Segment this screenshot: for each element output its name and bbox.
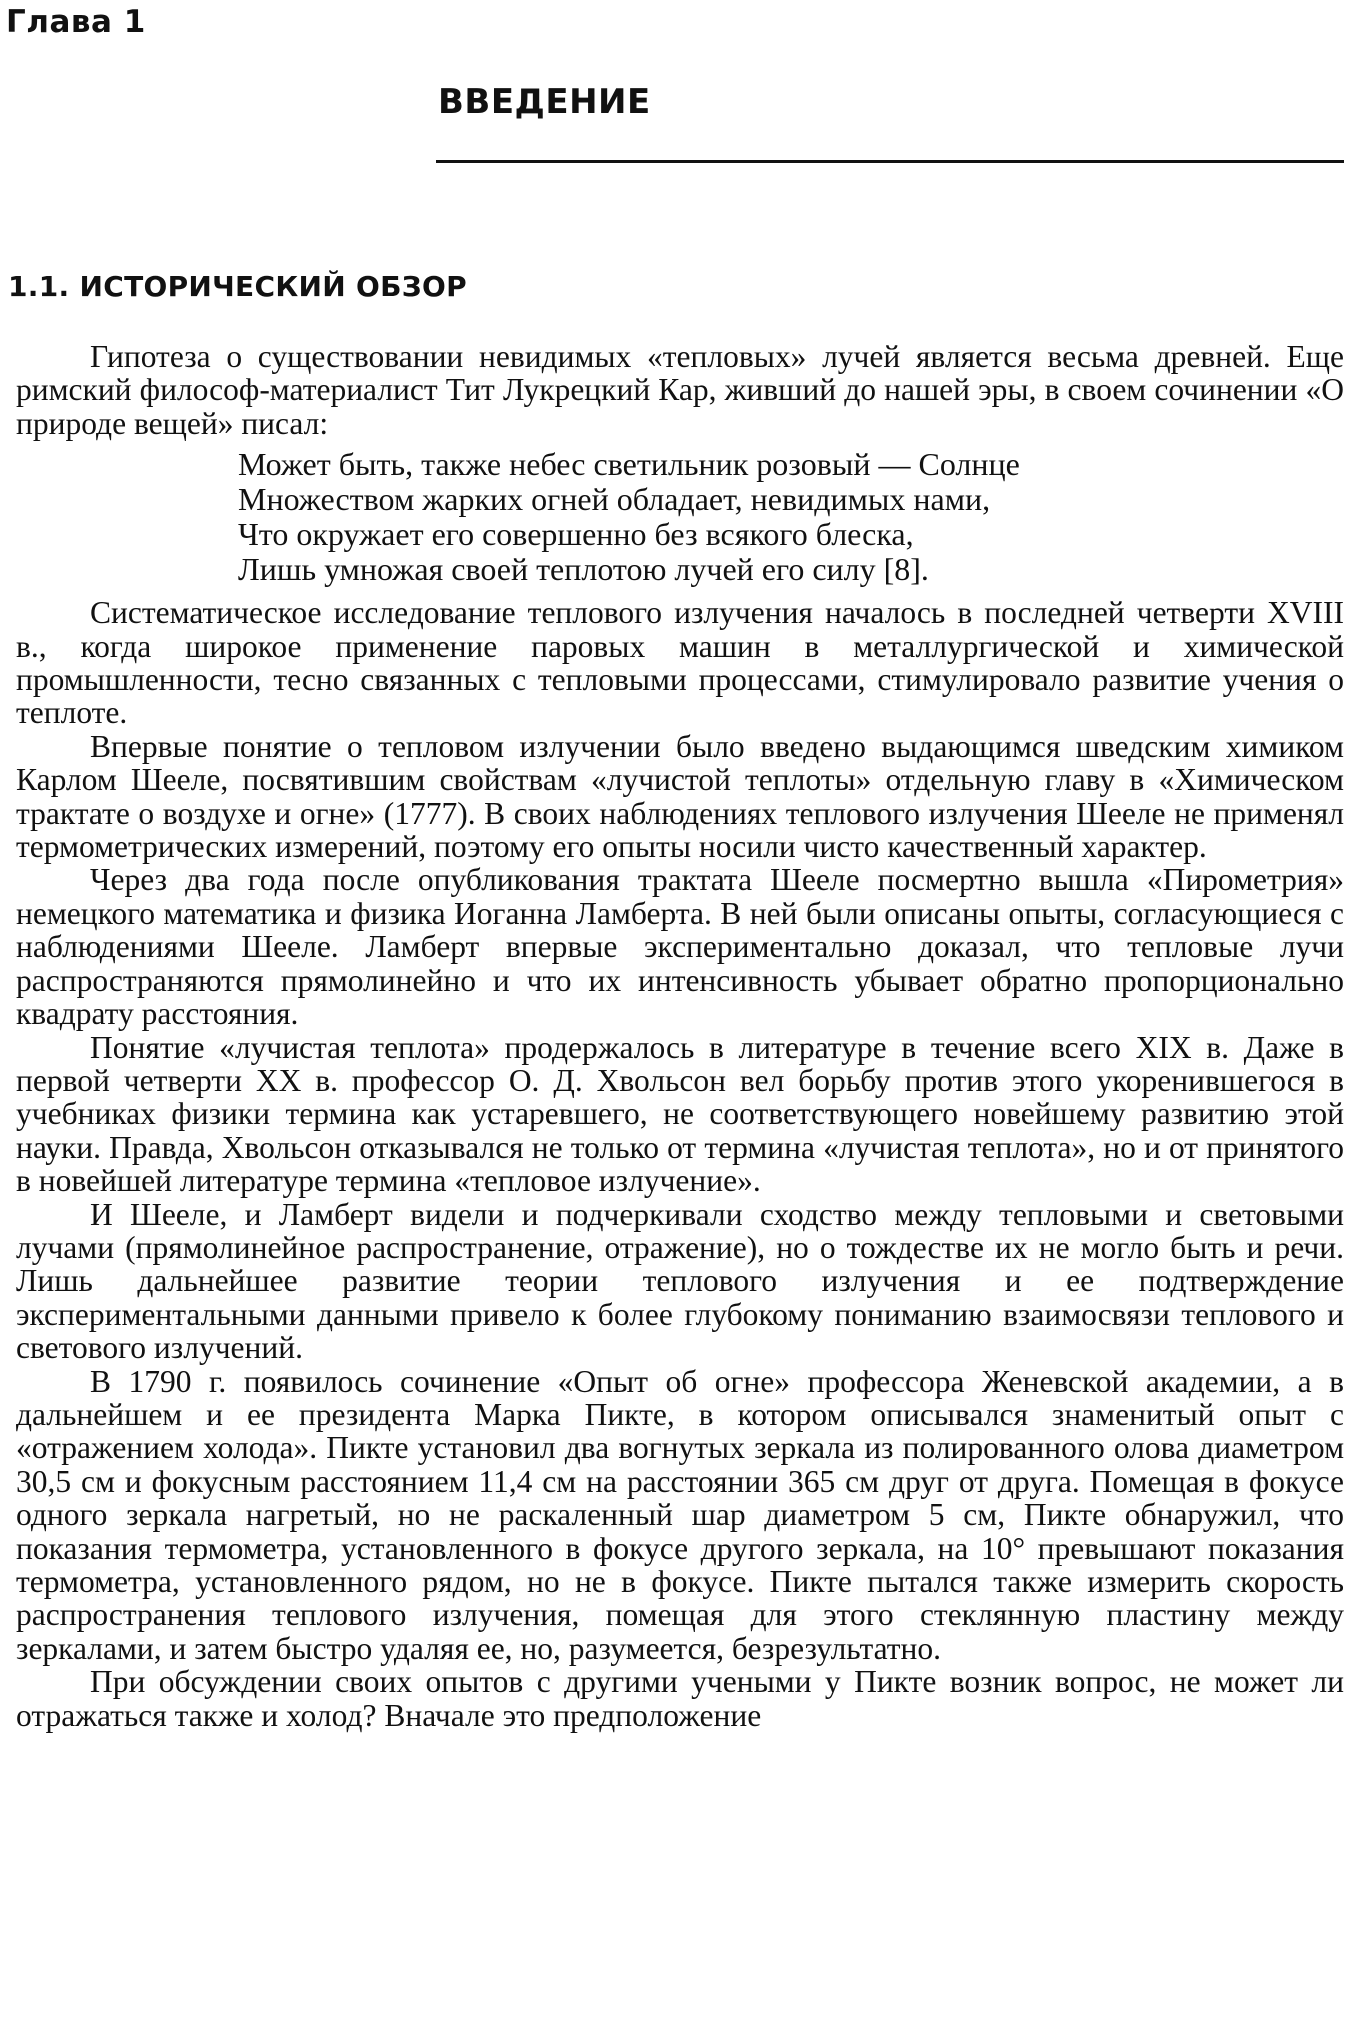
body-text xyxy=(16,340,1344,1732)
intro-paragraph: Гипотеза о существовании невидимых «тепловых» лучей является весьма древней. Еще римский философ-материалист Тит Лукрецкий Кар, живший до нашей эры, в своем сочинении «О природе вещей» писал: xyxy=(16,339,1344,441)
paragraph: В 1790 г. появилось сочинение «Опыт об огне» профессора Женевской академии, а в дальнейшем и ее президента Марка Пикте, в котором описывался знаменитый опыт с «отражением холода». Пикте установил два вогнутых зеркала из полированного олова диаметром 30,5 см и фокусным расстоянием 11,4 см на расстоянии 365 см друг от друга. Помещая в фокусе одного зеркала нагретый, но не раскаленный шар диаметром 5 см, Пикте обнаружил, что показания термометра, установленного в фокусе другого зеркала, на 10° превышают показания термометра, установленного рядом, но не в фокусе. Пикте пытался также измерить скорость распространения теплового излучения, помещая для этого стеклянную пластину между зеркалами, и затем быстро удаляя ее, но, разумеется, безрезультатно. xyxy=(16,1363,1344,1666)
verse-line: Множеством жарких огней обладает, невидимых нами, xyxy=(238,481,991,518)
verse-line: Лишь умножая своей теплотою лучей его силу [8]. xyxy=(238,551,929,588)
chapter-title-rule xyxy=(436,160,1344,163)
paragraph: Систематическое исследование теплового излучения началось в последней четверти XVIII в., когда широкое применение паровых машин в металлургической и химической промышленности, тесно связанных с тепловыми процессами, стимулировало развитие учения о теплоте. xyxy=(16,595,1344,731)
section-title: 1.1. ИСТОРИЧЕСКИЙ ОБЗОР xyxy=(8,270,467,303)
chapter-label: Глава 1 xyxy=(6,4,146,40)
paragraph: При обсуждении своих опытов с другими учеными у Пикте возник вопрос, не может ли отражаться также и холод? Вначале это предположение xyxy=(16,1664,1344,1733)
paragraph: Понятие «лучистая теплота» продержалось в литературе в течение всего XIX в. Даже в первой четверти XX в. профессор О. Д. Хвольсон вел борьбу против этого укоренившегося в учебниках физики термина как устаревшего, не соответствующего новейшему развитию этой науки. Правда, Хвольсон отказывался не только от термина «лучистая теплота», но и от принятого в новейшей литературе термина «тепловое излучение». xyxy=(16,1029,1344,1199)
verse-line: Может быть, также небес светильник розовый — Солнце xyxy=(238,446,1020,483)
verse-line: Что окружает его совершенно без всякого блеска, xyxy=(238,516,914,553)
chapter-title: ВВЕДЕНИЕ xyxy=(438,82,651,122)
paragraph: Впервые понятие о тепловом излучении было введено выдающимся шведским химиком Карлом Шееле, посвятившим свойствам «лучистой теплоты» отдельную главу в «Химическом трактате о воздухе и огне» (1777). В своих наблюдениях теплового излучения Шееле не применял термометрических измерений, поэтому его опыты носили чисто качественный характер. xyxy=(16,728,1344,865)
verse-quote xyxy=(238,447,1344,587)
paragraph: И Шееле, и Ламберт видели и подчеркивали сходство между тепловыми и световыми лучами (прямолинейное распространение, отражение), но о тождестве их не могло быть и речи. Лишь дальнейшее развитие теории теплового излучения и ее подтверждение экспериментальными данными привело к более глубокому пониманию взаимосвязи теплового и светового излучений. xyxy=(16,1196,1344,1366)
paragraph: Через два года после опубликования трактата Шееле посмертно вышла «Пирометрия» немецкого математика и физика Иоганна Ламберта. В ней были описаны опыты, согласующиеся с наблюдениями Шееле. Ламберт впервые экспериментально доказал, что тепловые лучи распространяются прямолинейно и что их интенсивность убывает обратно пропорционально квадрату расстояния. xyxy=(16,862,1344,1032)
